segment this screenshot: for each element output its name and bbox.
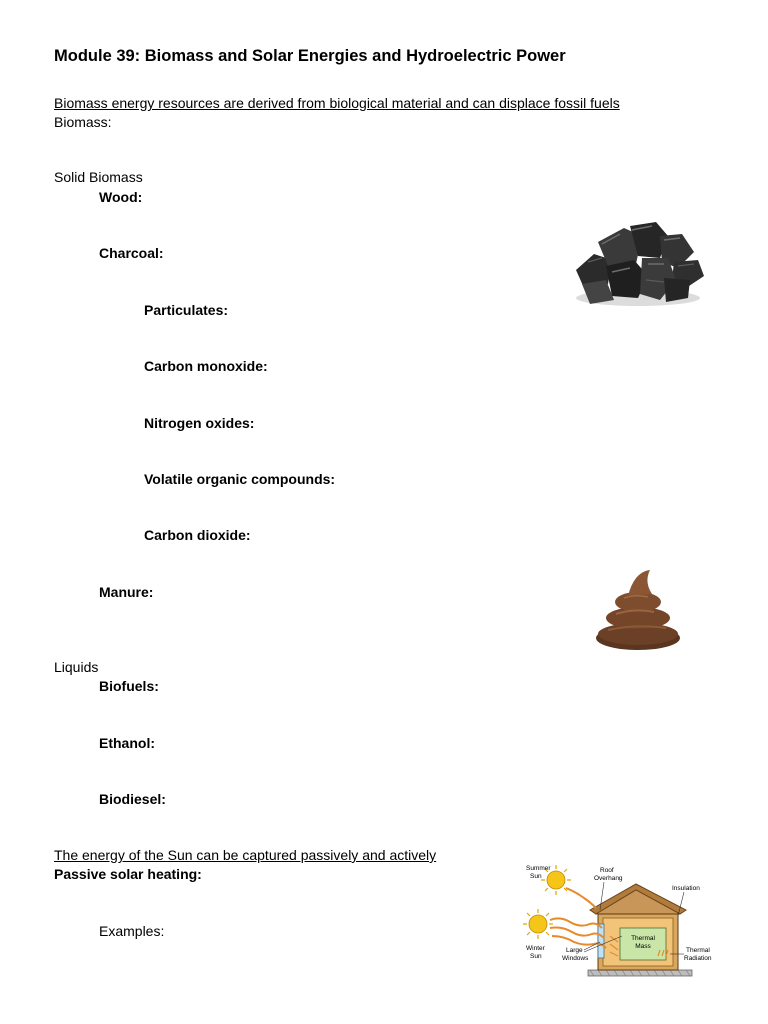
particulates-label: Particulates: (144, 302, 229, 318)
voc-label: Volatile organic compounds: (144, 471, 336, 487)
insulation-label: Insulation (672, 885, 700, 892)
wood-label: Wood: (99, 189, 143, 205)
manure-image (594, 568, 682, 652)
manure-label: Manure: (99, 584, 154, 600)
passive-solar-diagram (510, 858, 724, 982)
carbon-dioxide-label: Carbon dioxide: (144, 527, 251, 543)
winter-sun-label: Winter (526, 945, 545, 952)
summer-sun-label: Summer (526, 865, 551, 872)
carbon-monoxide-label: Carbon monoxide: (144, 358, 268, 374)
liquids-heading: Liquids (54, 659, 99, 675)
roof-overhang-label-2: Overhang (594, 875, 623, 882)
solid-biomass-heading: Solid Biomass (54, 169, 143, 185)
large-window (598, 924, 604, 958)
solar-intro: The energy of the Sun can be captured passively and actively (54, 847, 437, 863)
page-title: Module 39: Biomass and Solar Energies and Hydroelectric Power (54, 47, 566, 65)
biodiesel-label: Biodiesel: (99, 791, 166, 807)
winter-sun-icon (523, 909, 553, 939)
thermal-mass-label-2: Mass (635, 943, 651, 950)
roof-overhang-label: Roof (600, 867, 614, 874)
passive-solar-label: Passive solar heating: (54, 866, 202, 882)
thermal-radiation-label: Thermal (686, 947, 710, 954)
charcoal-label: Charcoal: (99, 245, 164, 261)
nitrogen-oxides-label: Nitrogen oxides: (144, 415, 255, 431)
examples-label: Examples: (99, 923, 165, 939)
summer-sun-label-2: Sun (530, 873, 542, 880)
large-windows-label-2: Windows (562, 955, 589, 962)
large-windows-label: Large (566, 947, 583, 954)
thermal-radiation-label-2: Radiation (684, 955, 712, 962)
biomass-intro: Biomass energy resources are derived from biological material and can displace fossil fuels (54, 95, 620, 111)
ethanol-label: Ethanol: (99, 735, 155, 751)
biofuels-label: Biofuels: (99, 678, 159, 694)
charcoal-image (568, 218, 708, 310)
winter-sun-label-2: Sun (530, 953, 542, 960)
thermal-mass-label: Thermal (631, 935, 655, 942)
biomass-label: Biomass: (54, 114, 112, 130)
